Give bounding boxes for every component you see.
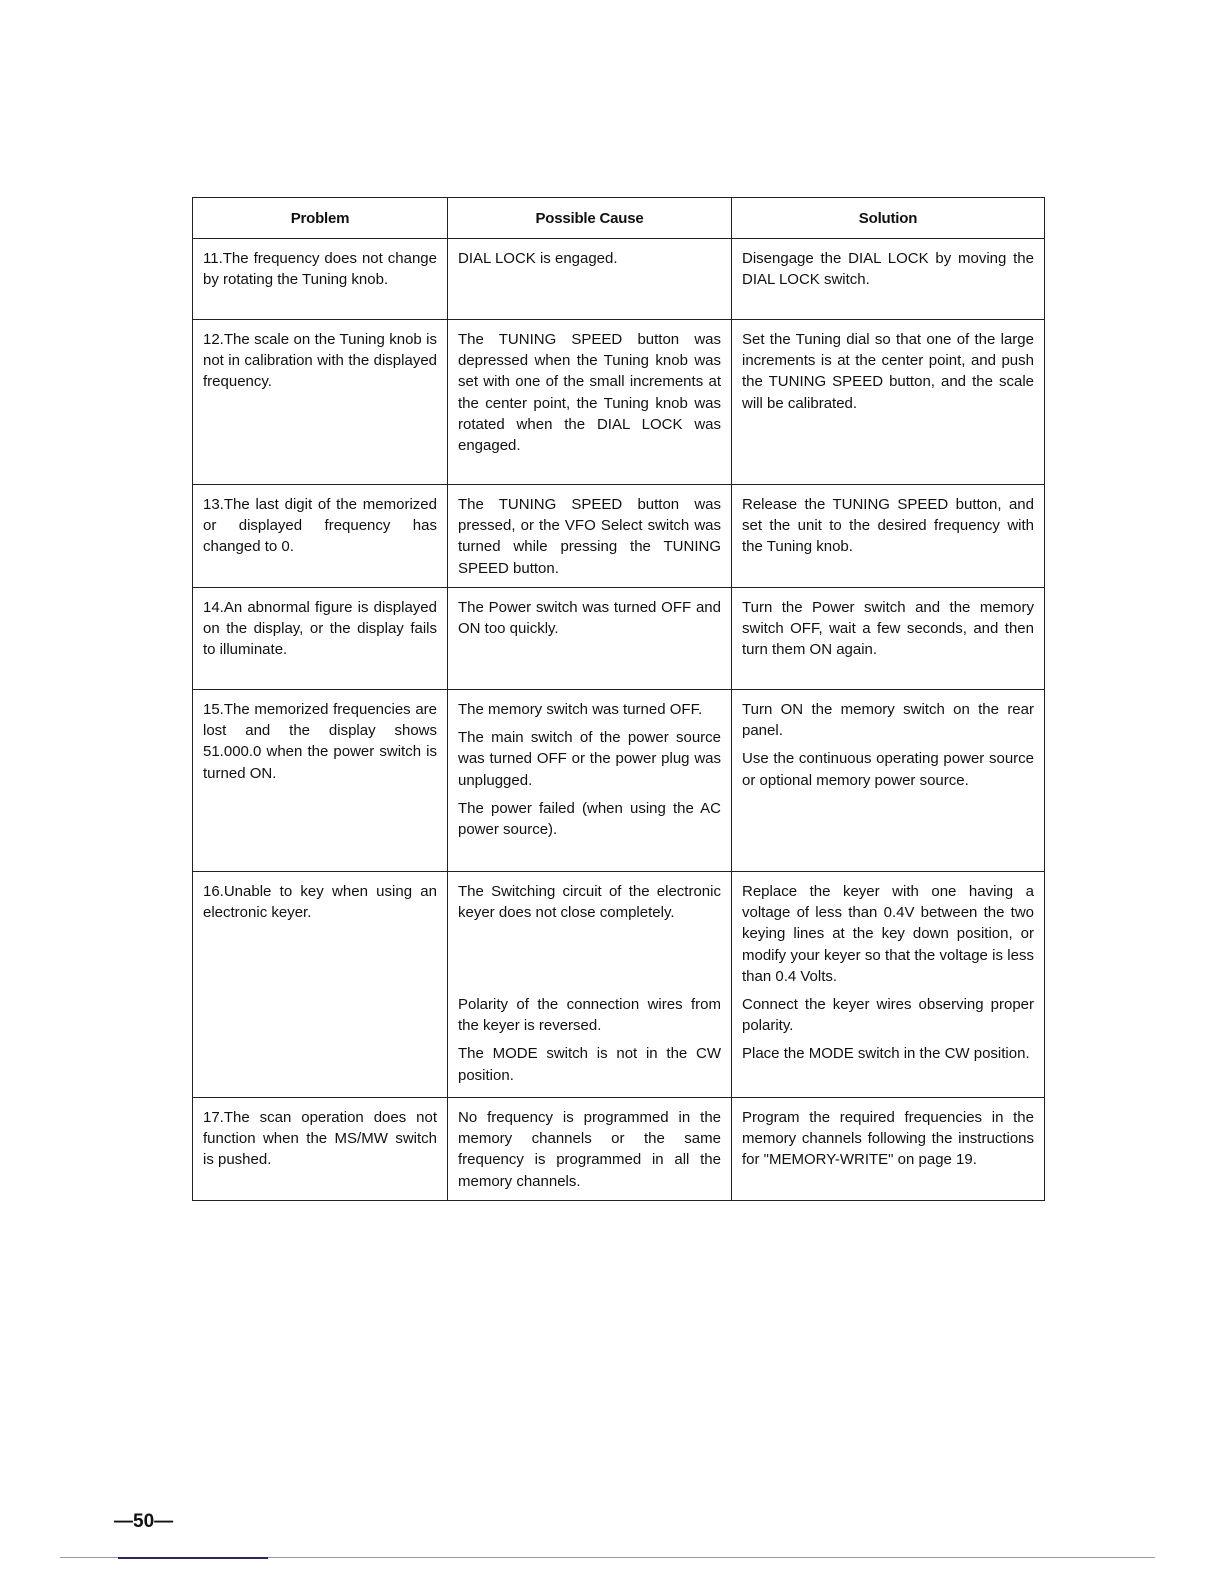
cause-text: The main switch of the power source was turned OFF or the power plug was unplugged. xyxy=(458,729,721,789)
cause-text: The TUNING SPEED button was pressed, or the VFO Select switch was turned while pressing the TUNING SPEED button. xyxy=(458,496,721,577)
solution-text: Replace the keyer with one having a voltage of less than 0.4V between the two keying lines at the key down position, or modify your keyer so that the voltage is less than 0.4 Volts. xyxy=(742,883,1034,985)
cause-text: The MODE switch is not in the CW position. xyxy=(458,1045,721,1084)
table-row xyxy=(193,485,1045,588)
bottom-rule-accent xyxy=(118,1557,268,1559)
solution-text: Place the MODE switch in the CW position. xyxy=(742,1045,1030,1063)
table-row xyxy=(193,1098,1045,1201)
cause-text: The TUNING SPEED button was depressed when the Tuning knob was set with one of the small increments at the center point, the Tuning knob was rotated when the DIAL LOCK was engaged. xyxy=(458,331,721,455)
cause-text: The Power switch was turned OFF and ON too quickly. xyxy=(458,599,721,638)
cause-text: The power failed (when using the AC power source). xyxy=(458,799,721,839)
cause-text: The Switching circuit of the electronic keyer does not close completely. xyxy=(458,883,721,922)
table-header-row xyxy=(193,198,1045,239)
cause-cell xyxy=(448,588,732,690)
table-row xyxy=(193,320,1045,485)
solution-cell xyxy=(732,320,1045,485)
cause-cell xyxy=(448,1098,732,1201)
solution-cell xyxy=(732,239,1045,320)
cause-text: DIAL LOCK is engaged. xyxy=(458,250,618,267)
solution-cell xyxy=(732,872,1045,1098)
solution-text: Turn the Power switch and the memory switch OFF, wait a few seconds, and then turn them ON again. xyxy=(742,599,1034,659)
problem-cell: 15.The memorized frequencies are lost and the display shows 51.000.0 when the power switch is turned ON. xyxy=(193,690,448,872)
cause-cell xyxy=(448,239,732,320)
solution-cell xyxy=(732,690,1045,872)
solution-cell xyxy=(732,485,1045,588)
table-row xyxy=(193,588,1045,690)
cause-text: The memory switch was turned OFF. xyxy=(458,701,703,718)
problem-cell: 17.The scan operation does not function when the MS/MW switch is pushed. xyxy=(193,1098,448,1201)
solution-text: Set the Tuning dial so that one of the large increments is at the center point, and push the TUNING SPEED button, and the scale will be calibrated. xyxy=(742,331,1034,412)
solution-text: Use the continuous operating power source or optional memory power source. xyxy=(742,750,1034,789)
problem-cell: 12.The scale on the Tuning knob is not in calibration with the displayed frequency. xyxy=(193,320,448,485)
cause-text: No frequency is programmed in the memory channels or the same frequency is programmed in all the memory channels. xyxy=(458,1109,721,1190)
problem-cell: 11.The frequency does not change by rotating the Tuning knob. xyxy=(193,239,448,320)
solution-cell xyxy=(732,1098,1045,1201)
troubleshooting-table xyxy=(192,197,1045,1201)
cause-cell xyxy=(448,320,732,485)
solution-text: Release the TUNING SPEED button, and set the unit to the desired frequency with the Tuning knob. xyxy=(742,496,1034,556)
problem-cell: 14.An abnormal figure is displayed on the display, or the display fails to illuminate. xyxy=(193,588,448,690)
solution-text: Turn ON the memory switch on the rear panel. xyxy=(742,701,1034,740)
solution-text: Connect the keyer wires observing proper polarity. xyxy=(742,996,1034,1035)
page-number: —50— xyxy=(114,1511,174,1532)
solution-text: Disengage the DIAL LOCK by moving the DIAL LOCK switch. xyxy=(742,250,1034,289)
problem-cell: 13.The last digit of the memorized or displayed frequency has changed to 0. xyxy=(193,485,448,588)
cause-cell xyxy=(448,690,732,872)
header-solution: Solution xyxy=(732,198,1045,239)
table-row xyxy=(193,872,1045,1098)
solution-text: Program the required frequencies in the memory channels following the instructions for "MEMORY-WRITE" on page 19. xyxy=(742,1109,1034,1169)
problem-cell: 16.Unable to key when using an electronic keyer. xyxy=(193,872,448,1098)
cause-cell xyxy=(448,485,732,588)
solution-cell xyxy=(732,588,1045,690)
header-problem: Problem xyxy=(193,198,448,239)
cause-cell xyxy=(448,872,732,1098)
cause-text: Polarity of the connection wires from the keyer is reversed. xyxy=(458,996,721,1035)
table-row xyxy=(193,239,1045,320)
header-possible-cause: Possible Cause xyxy=(448,198,732,239)
table-row xyxy=(193,690,1045,872)
